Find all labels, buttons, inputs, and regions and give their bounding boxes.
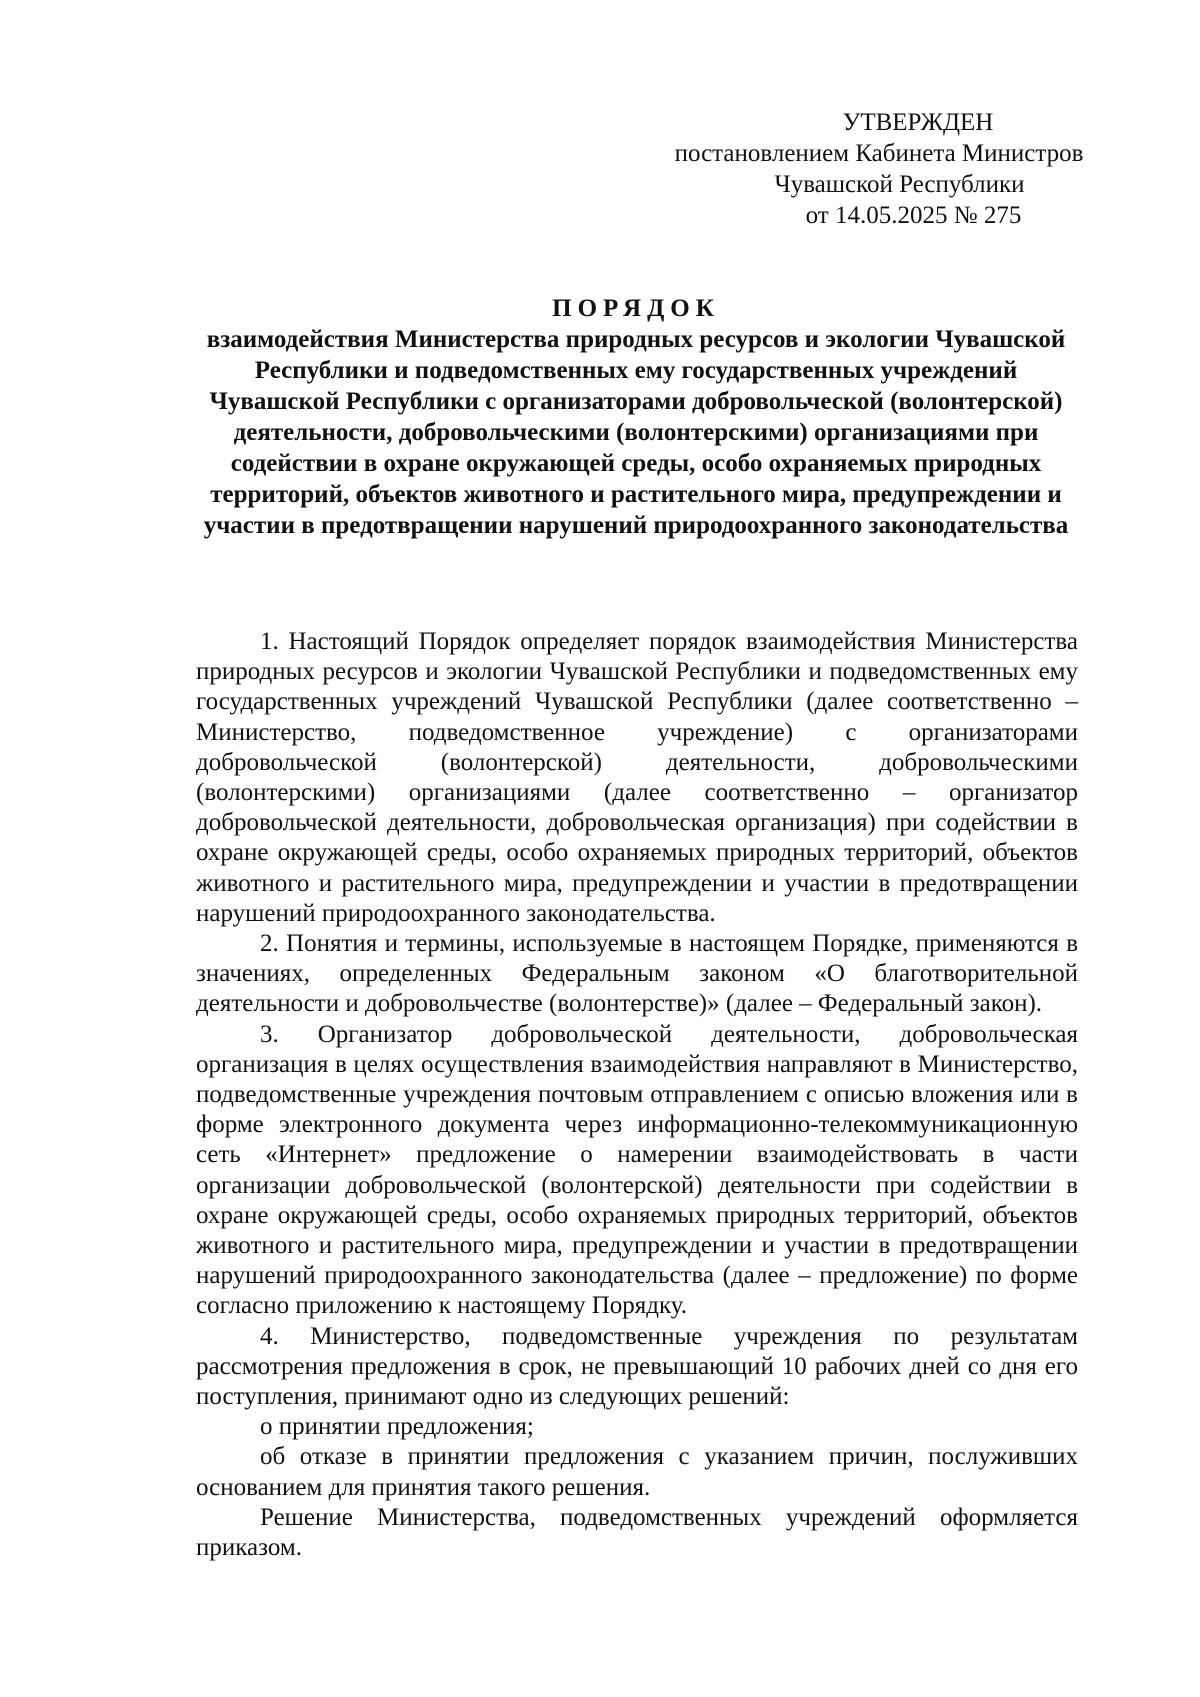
paragraph-4: 4. Министерство, подведомственные учреждения по результатам рассмотрения предложения в срок, не превышающий 10 рабочих дней со дня его поступления, принимают одно из следующих решений: bbox=[196, 1322, 1078, 1411]
document-subtitle: взаимодействия Министерства природных ресурсов и экологии Чувашской Республики и подведомственных ему государственных учреждений Чувашской Республики с организаторами добровольческой (волонтерской) деятельности, добровольческими (волонтерскими) организациями при содействии в охране окружающей среды, особо охраняемых природных территорий, объектов животного и растительного мира, предупреждении и участии в предотвращении нарушений природоохранного законодательства bbox=[203, 326, 1069, 539]
paragraph-4-option-reject: об отказе в принятии предложения с указанием причин, послуживших основанием для принятия такого решения. bbox=[196, 1443, 1078, 1501]
approval-title: УТВЕРЖДЕН bbox=[842, 109, 994, 136]
paragraph-decision: Решение Министерства, подведомственных учреждений оформляется приказом. bbox=[196, 1503, 1078, 1562]
document-body bbox=[196, 627, 1078, 1563]
paragraph-3: 3. Организатор добровольческой деятельности, добровольческая организация в целях осуществления взаимодействия направляют в Министерство, подведомственные учреждения почтовым отправлением с описью вложения или в форме электронного документа через информационно-телекоммуникационную сеть «Интернет» предложение о намерении взаимодействовать в части организации добровольческой (волонтерской) деятельности при содействии в охране окружающей среды, особо охраняемых природных территорий, объектов животного и растительного мира, предупреждении и участии в предотвращении нарушений природоохранного законодательства (далее – предложение) по форме согласно приложению к настоящему Порядку. bbox=[196, 1020, 1078, 1320]
paragraph-1: 1. Настоящий Порядок определяет порядок взаимодействия Министерства природных ресурсов и экологии Чувашской Республики и подведомственных ему государственных учреждений Чувашской Республики (далее соответственно – Министерство, подведомственное учреждение) с организаторами добровольческой (волонтерской) деятельности, добровольческими (волонтерскими) организациями (далее соответственно – организатор добровольческой деятельности, добровольческая организация) при содействии в охране окружающей среды, особо охраняемых природных территорий, объектов животного и растительного мира, предупреждении и участии в предотвращении нарушений природоохранного законодательства. bbox=[196, 628, 1078, 927]
paragraph-4-option-accept: о принятии предложения; bbox=[260, 1413, 534, 1441]
approval-stamp bbox=[640, 107, 1120, 231]
approval-decree-line: постановлением Кабинета Министров bbox=[674, 140, 1084, 167]
approval-date-line: от 14.05.2025 № 275 bbox=[805, 202, 1022, 229]
document-title: ПОРЯДОК bbox=[552, 295, 720, 322]
paragraph-2: 2. Понятия и термины, используемые в настоящем Порядке, применяются в значениях, определенных Федеральным законом «О благотворительной деятельности и добровольчестве (волонтерстве)» (далее – Федеральный закон). bbox=[196, 930, 1078, 1018]
document-heading bbox=[196, 293, 1076, 541]
approval-republic-line: Чувашской Республики bbox=[774, 171, 1025, 198]
